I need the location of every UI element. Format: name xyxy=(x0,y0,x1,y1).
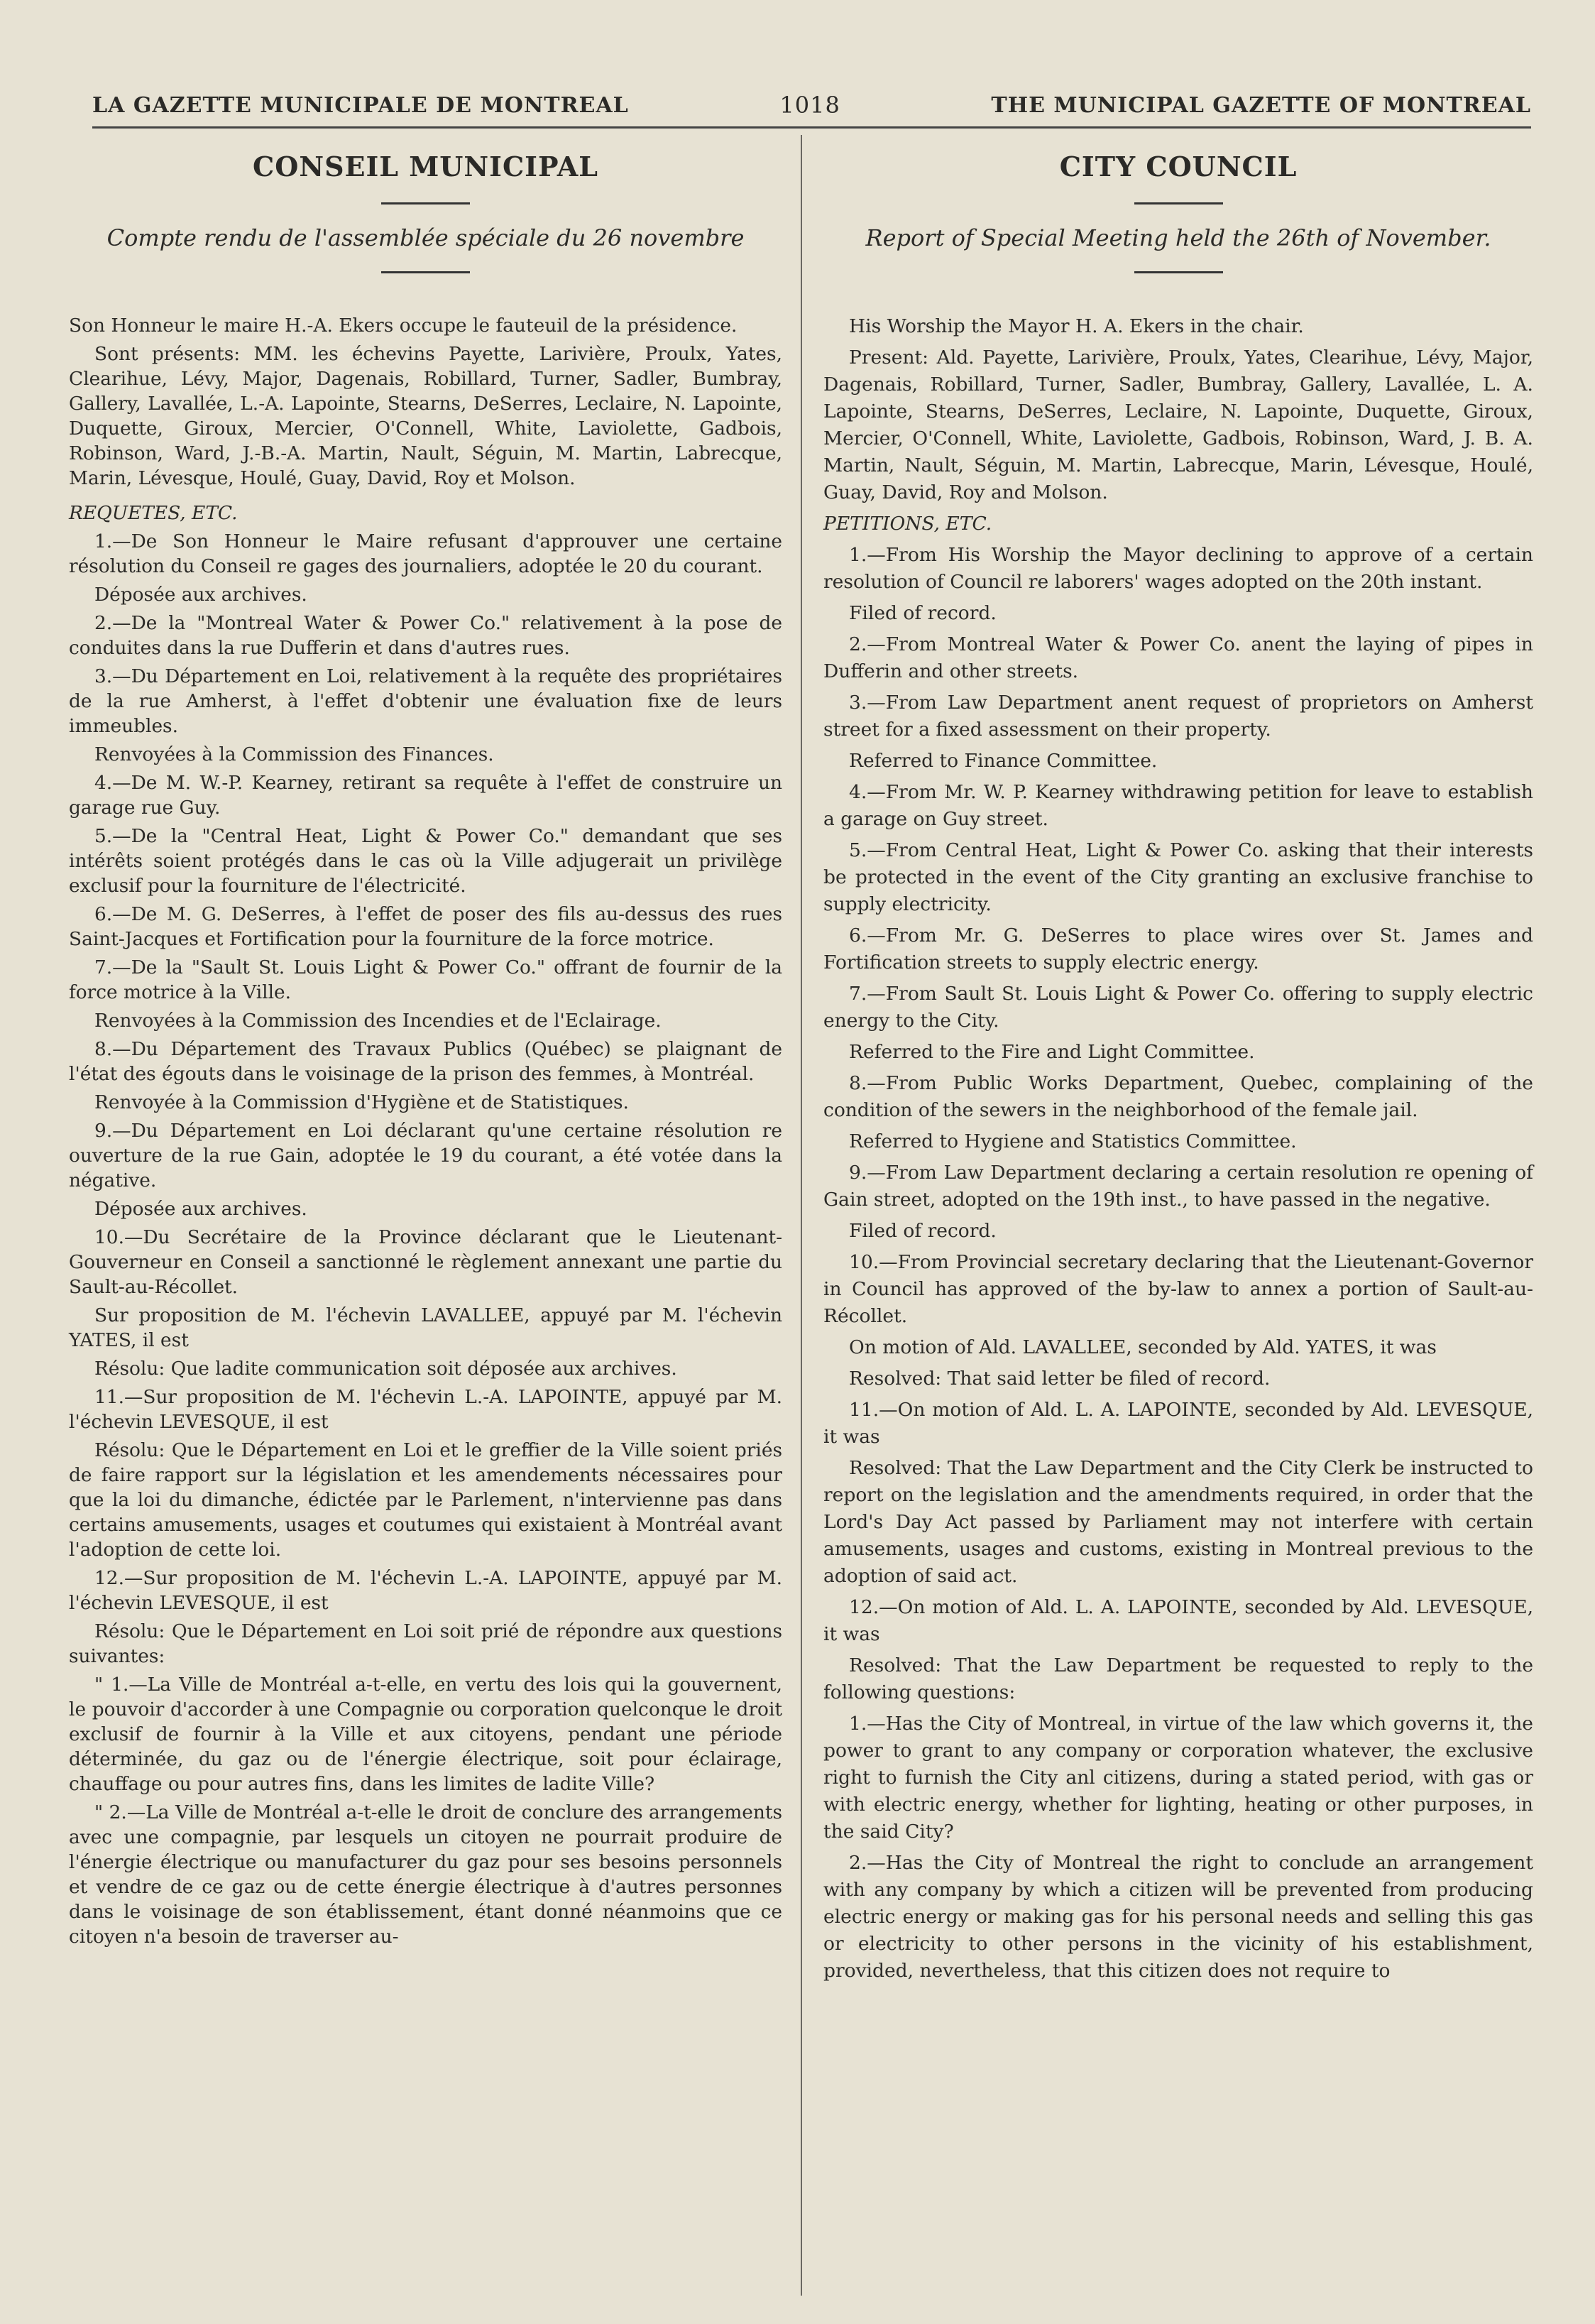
french-column-subtitle: Compte rendu de l'assemblée spéciale du 26 novembre xyxy=(106,224,745,251)
paragraph: " 2.—La Ville de Montréal a-t-elle le droit de conclure des arrangements avec une compagnie, par lesquels un citoyen ne pourrait produire de l'énergie électrique ou manufacturer du gaz pour ses besoins personnels et vendre de ce gaz ou de cette énergie électrique à d'autres personnes dans le voisinage de son établissement, étant donné néanmoins que ce citoyen n'a besoin de traverser au- xyxy=(69,1801,782,1948)
paragraph: 7.—De la "Sault St. Louis Light & Power Co." offrant de fournir de la force motrice à la Ville. xyxy=(69,956,782,1003)
header-english-title: THE MUNICIPAL GAZETTE OF MONTREAL xyxy=(991,92,1531,118)
paragraph: Referred to the Fire and Light Committee. xyxy=(849,1041,1255,1063)
section-heading: REQUETES, ETC. xyxy=(69,502,238,524)
paragraph: Renvoyées à la Commission des Incendies et de l'Eclairage. xyxy=(94,1010,662,1032)
paragraph: 11.—On motion of Ald. L. A. LAPOINTE, seconded by Ald. LEVESQUE, it was xyxy=(823,1399,1533,1448)
french-column xyxy=(69,142,782,1953)
page-number: 1018 xyxy=(779,92,840,119)
paragraph: 1.—Has the City of Montreal, in virtue of the law which governs it, the power to grant to any company or corporation whatever, the exclusive right to furnish the City anl citizens, during a stated period, with gas or with electric energy, whether for lighting, heating or other purposes, in the said City? xyxy=(823,1713,1533,1843)
paragraph: 1.—De Son Honneur le Maire refusant d'approuver une certaine résolution du Conseil re gages des journaliers, adoptée le 20 du courant. xyxy=(69,530,782,577)
paragraph: 8.—From Public Works Department, Quebec, complaining of the condition of the sewers in the neighborhood of the female jail. xyxy=(823,1072,1533,1121)
paragraph: Renvoyées à la Commission des Finances. xyxy=(94,743,494,765)
title-rule xyxy=(381,202,470,204)
paragraph: Referred to Hygiene and Statistics Committee. xyxy=(849,1130,1297,1152)
header-rule xyxy=(92,126,1531,129)
paragraph: 3.—From Law Department anent request of proprietors on Amherst street for a fixed assessment on their property. xyxy=(823,692,1533,741)
paragraph: 5.—De la "Central Heat, Light & Power Co." demandant que ses intérêts soient protégés dans le cas où la Ville adjugerait un privilège exclusif pour la fourniture de l'électricité. xyxy=(69,825,782,897)
french-column-title: CONSEIL MUNICIPAL xyxy=(253,151,598,182)
english-column-subtitle: Report of Special Meeting held the 26th of November. xyxy=(865,224,1491,251)
paragraph: 11.—Sur proposition de M. l'échevin L.-A. LAPOINTE, appuyé par M. l'échevin LEVESQUE, il est xyxy=(69,1386,782,1433)
paragraph: 12.—On motion of Ald. L. A. LAPOINTE, seconded by Ald. LEVESQUE, it was xyxy=(823,1596,1533,1645)
paragraph: 8.—Du Département des Travaux Publics (Québec) se plaignant de l'état des égouts dans le voisinage de la prison des femmes, à Montréal. xyxy=(69,1038,782,1085)
paragraph: Son Honneur le maire H.-A. Ekers occupe le fauteuil de la présidence. xyxy=(69,315,738,337)
paragraph: Résolu: Que le Département en Loi et le greffier de la Ville soient priés de faire rapport sur la législation et les amendements nécessaires pour que la loi du dimanche, édictée par le Parlement, n'intervienne pas dans certains amusements, usages et coutumes qui existaient à Montréal avant l'adoption de cette loi. xyxy=(69,1439,782,1561)
paragraph: 10.—Du Secrétaire de la Province déclarant que le Lieutenant-Gouverneur en Conseil a sanctionné le règlement annexant une partie du Sault-au-Récollet. xyxy=(69,1226,782,1298)
paragraph: 10.—From Provincial secretary declaring that the Lieutenant-Governor in Council has approved of the by-law to annex a portion of Sault-au-Récollet. xyxy=(823,1251,1533,1327)
title-rule xyxy=(1134,202,1223,204)
paragraph: 12.—Sur proposition de M. l'échevin L.-A. LAPOINTE, appuyé par M. l'échevin LEVESQUE, il est xyxy=(69,1567,782,1614)
paragraph: 2.—De la "Montreal Water & Power Co." relativement à la pose de conduites dans la rue Dufferin et dans d'autres rues. xyxy=(69,612,782,659)
paragraph: Sur proposition de M. l'échevin LAVALLEE, appuyé par M. l'échevin YATES, il est xyxy=(69,1304,782,1351)
paragraph: 3.—Du Département en Loi, relativement à la requête des propriétaires de la rue Amherst, à l'effet d'obtenir une évaluation fixe de leurs immeubles. xyxy=(69,665,782,737)
paragraph: Résolu: Que ladite communication soit déposée aux archives. xyxy=(94,1358,677,1380)
subtitle-rule xyxy=(1134,271,1223,273)
column-divider xyxy=(801,135,802,2296)
paragraph: Déposée aux archives. xyxy=(94,1198,307,1220)
paragraph: Referred to Finance Committee. xyxy=(849,750,1158,772)
english-column-body xyxy=(823,313,1533,1985)
running-header xyxy=(92,84,1531,126)
paragraph: 2.—Has the City of Montreal the right to conclude an arrangement with any company by which a citizen will be prevented from producing electric energy or making gas for his personal needs and selling this gas or electricity to other persons in the vicinity of his establishment, provided, nevertheless, that this citizen does not require to xyxy=(823,1852,1533,1982)
paragraph: Filed of record. xyxy=(849,602,997,624)
english-column xyxy=(823,142,1533,1989)
paragraph: 7.—From Sault St. Louis Light & Power Co. offering to supply electric energy to the City. xyxy=(823,983,1533,1032)
paragraph: 4.—From Mr. W. P. Kearney withdrawing petition for leave to establish a garage on Guy street. xyxy=(823,781,1533,830)
paragraph: Filed of record. xyxy=(849,1220,997,1242)
paragraph: 4.—De M. W.-P. Kearney, retirant sa requête à l'effet de construire un garage rue Guy. xyxy=(69,772,782,819)
paragraph: Renvoyée à la Commission d'Hygiène et de Statistiques. xyxy=(94,1091,629,1113)
french-column-body xyxy=(69,313,782,1949)
paragraph: Sont présents: MM. les échevins Payette, Larivière, Proulx, Yates, Clearihue, Lévy, Major, Dagenais, Robillard, Turner, Sadler, Bumbray, Gallery, Lavallée, L.-A. Lapointe, Stearns, DeSerres, Leclaire, N. Lapointe, Duquette, Giroux, Mercier, O'Connell, White, Laviolette, Gadbois, Robinson, Ward, J.-B.-A. Martin, Nault, Séguin, M. Martin, Labrecque, Marin, Lévesque, Houlé, Guay, David, Roy et Molson. xyxy=(69,343,782,489)
paragraph: 2.—From Montreal Water & Power Co. anent the laying of pipes in Dufferin and other streets. xyxy=(823,633,1533,682)
paragraph: " 1.—La Ville de Montréal a-t-elle, en vertu des lois qui la gouvernent, le pouvoir d'accorder à une Compagnie ou corporation quelconque le droit exclusif de fournir à la Ville et aux citoyens, pendant une période déterminée, du gaz ou de l'énergie électrique, soit pour éclairage, chauffage ou pour autres fins, dans les limites de ladite Ville? xyxy=(69,1674,782,1795)
paragraph: 1.—From His Worship the Mayor declining to approve of a certain resolution of Council re laborers' wages adopted on the 20th instant. xyxy=(823,544,1533,593)
paragraph: 9.—Du Département en Loi déclarant qu'une certaine résolution re ouverture de la rue Gain, adoptée le 19 du courant, a été votée dans la négative. xyxy=(69,1120,782,1191)
paragraph: On motion of Ald. LAVALLEE, seconded by Ald. YATES, it was xyxy=(849,1336,1437,1358)
paragraph: 5.—From Central Heat, Light & Power Co. asking that their interests be protected in the event of the City granting an exclusive franchise to supply electricity. xyxy=(823,839,1533,915)
paragraph: Present: Ald. Payette, Larivière, Proulx, Yates, Clearihue, Lévy, Major, Dagenais, Robillard, Turner, Sadler, Bumbray, Gallery, Lavallée, L. A. Lapointe, Stearns, DeSerres, Leclaire, N. Lapointe, Duquette, Giroux, Mercier, O'Connell, White, Laviolette, Gadbois, Robinson, Ward, J. B. A. Martin, Nault, Séguin, M. Martin, Labrecque, Marin, Lévesque, Houlé, Guay, David, Roy and Molson. xyxy=(823,347,1533,503)
paragraph: Resolved: That the Law Department be requested to reply to the following questions: xyxy=(823,1654,1533,1703)
subtitle-rule xyxy=(381,271,470,273)
paragraph: Résolu: Que le Département en Loi soit prié de répondre aux questions suivantes: xyxy=(69,1620,782,1667)
paragraph: Déposée aux archives. xyxy=(94,584,307,606)
english-column-title: CITY COUNCIL xyxy=(1059,151,1298,182)
paragraph: 6.—From Mr. G. DeSerres to place wires over St. James and Fortification streets to supply electric energy. xyxy=(823,924,1533,973)
paragraph: His Worship the Mayor H. A. Ekers in the chair. xyxy=(849,315,1304,337)
paragraph: 9.—From Law Department declaring a certain resolution re opening of Gain street, adopted on the 19th inst., to have passed in the negative. xyxy=(823,1162,1533,1211)
section-heading: PETITIONS, ETC. xyxy=(823,513,992,535)
paragraph: 6.—De M. G. DeSerres, à l'effet de poser des fils au-dessus des rues Saint-Jacques et Fortification pour la fourniture de la force motrice. xyxy=(69,903,782,950)
header-french-title: LA GAZETTE MUNICIPALE DE MONTREAL xyxy=(92,92,629,118)
paragraph: Resolved: That said letter be filed of record. xyxy=(849,1368,1271,1390)
paragraph: Resolved: That the Law Department and the City Clerk be instructed to report on the legislation and the amendments required, in order that the Lord's Day Act passed by Parliament may not interfere with certain amusements, usages and customs, existing in Montreal previous to the adoption of said act. xyxy=(823,1457,1533,1587)
